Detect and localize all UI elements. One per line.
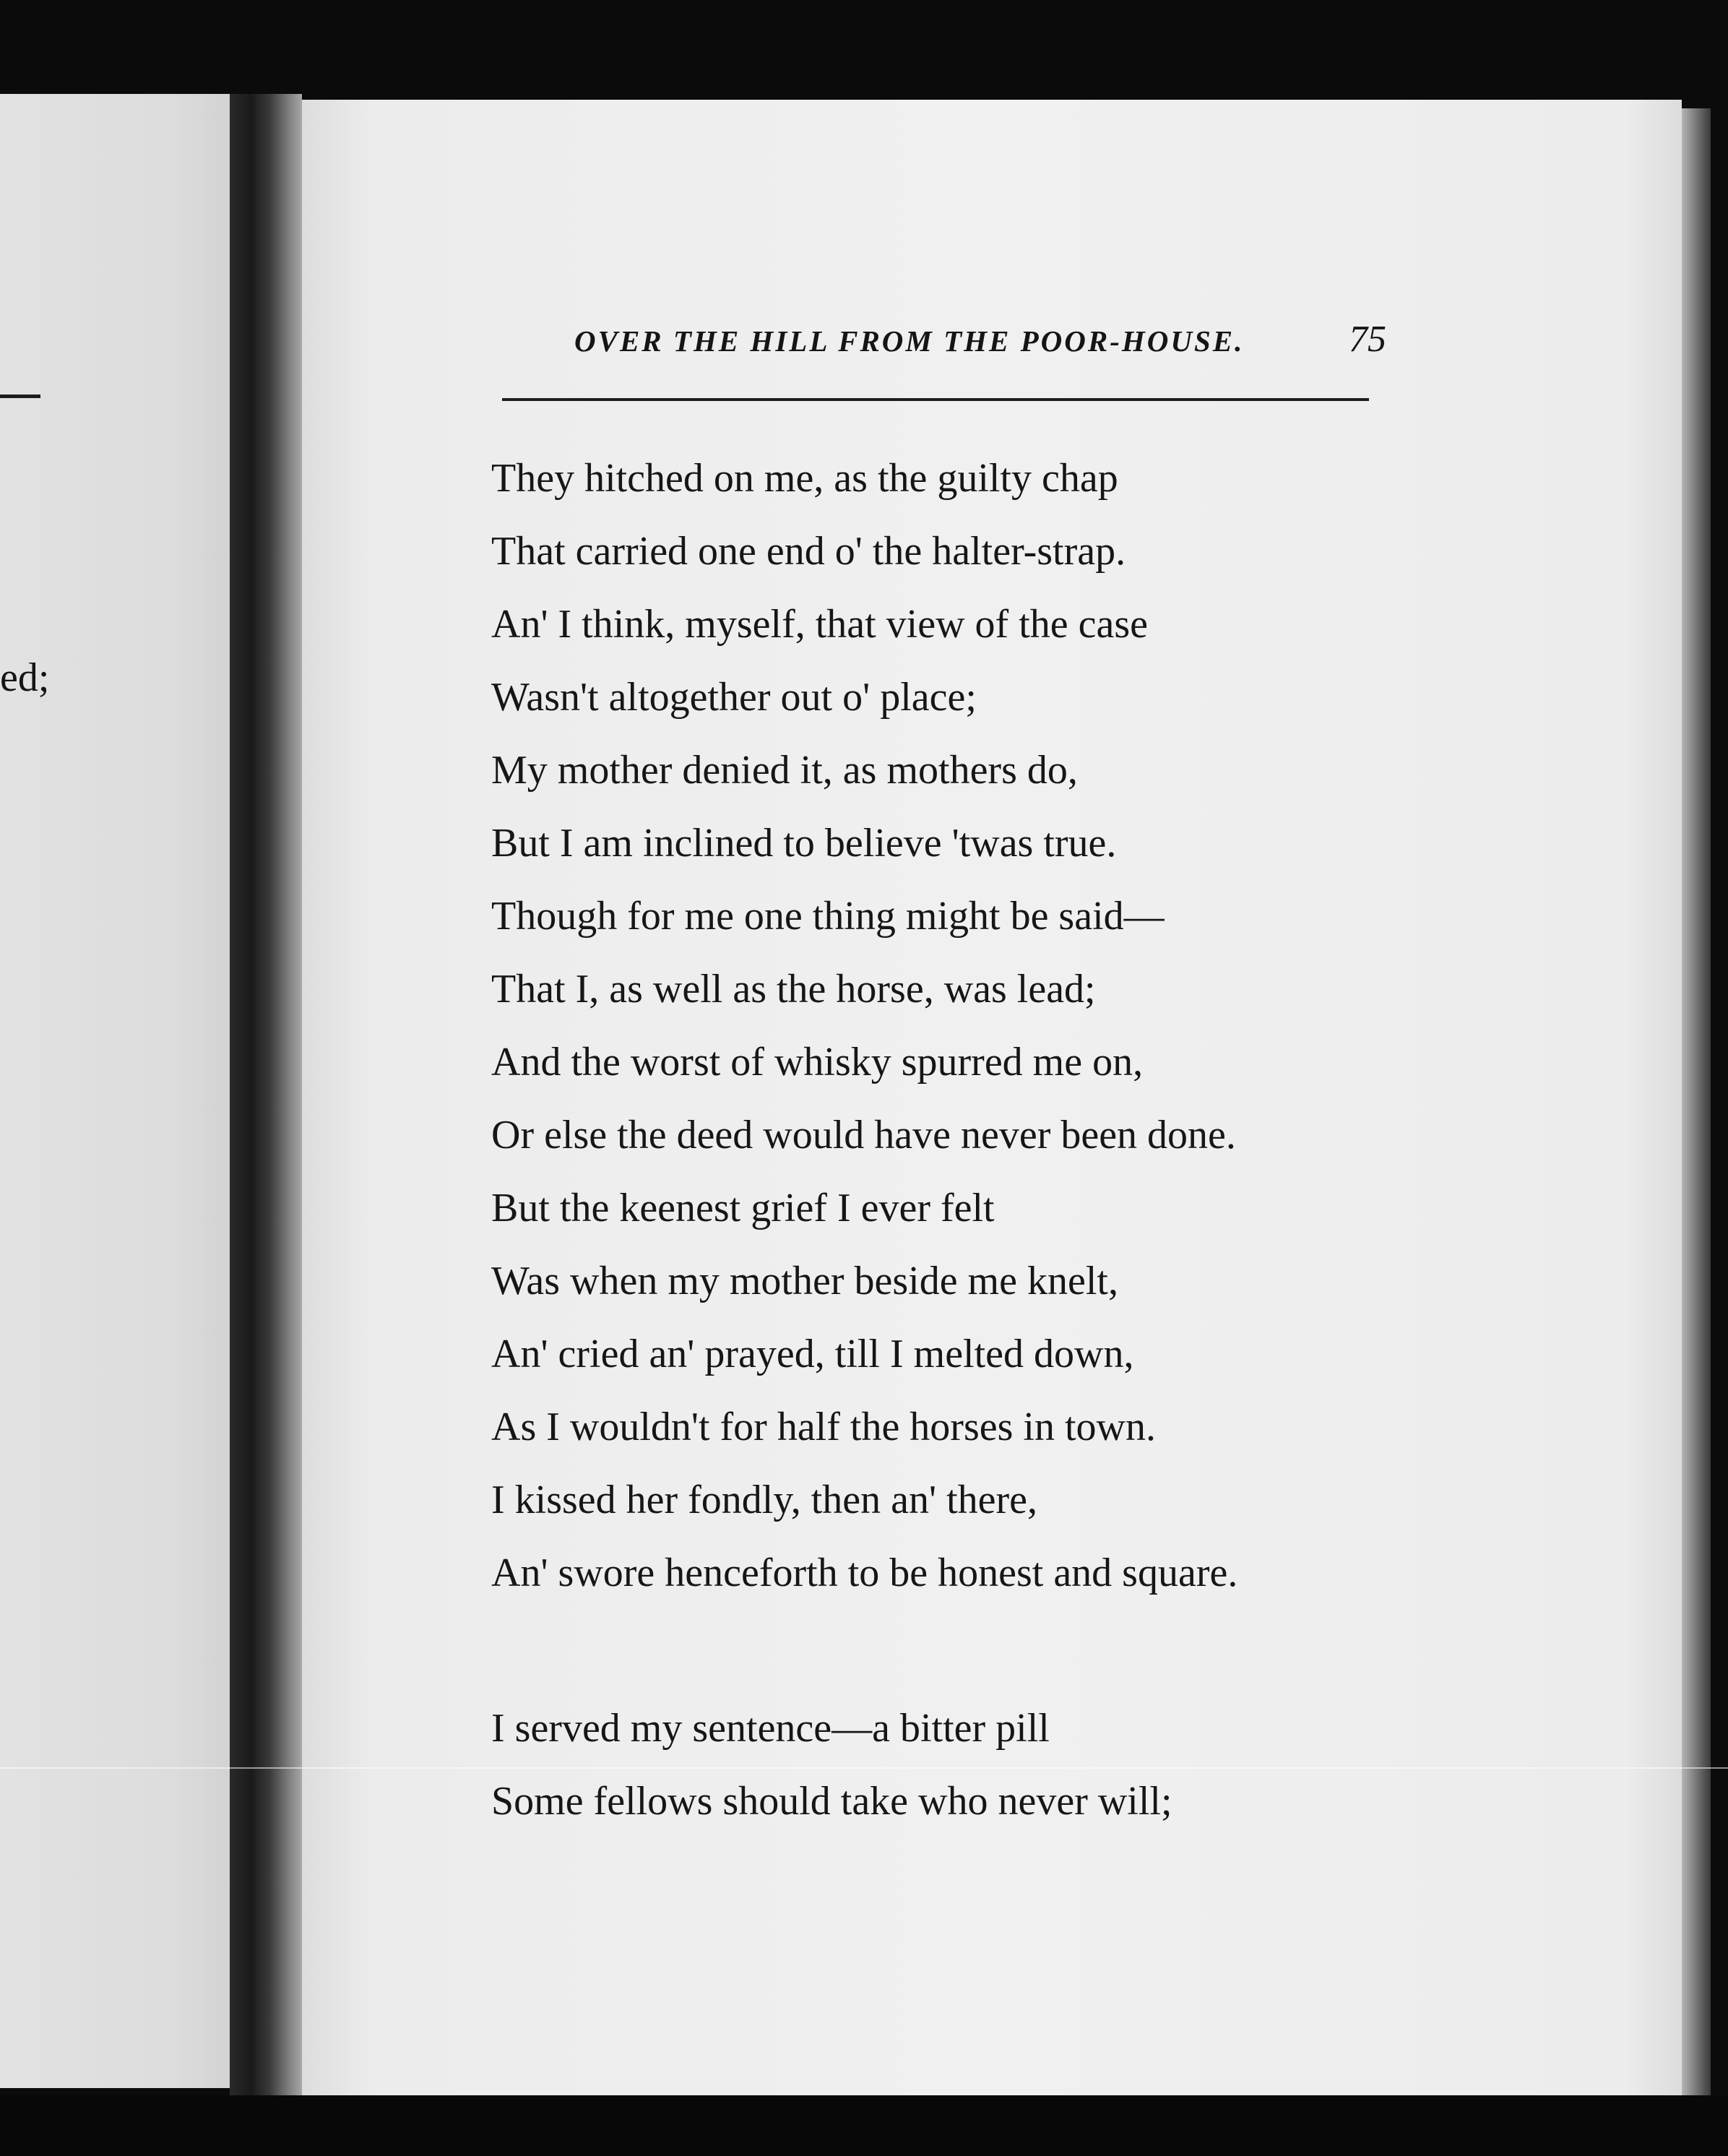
- poem-line: An' I think, myself, that view of the case: [491, 602, 1148, 647]
- poem-line: Some fellows should take who never will;: [491, 1779, 1172, 1824]
- right-page-edge: [1682, 108, 1711, 2110]
- poem-line: But the keenest grief I ever felt: [491, 1186, 995, 1230]
- poem-line: Or else the deed would have never been done.: [491, 1113, 1236, 1157]
- running-head-title: OVER THE HILL FROM THE POOR-HOUSE.: [574, 324, 1245, 358]
- header-rule: [502, 398, 1369, 401]
- poem-line: But I am inclined to believe 'twas true.: [491, 821, 1117, 866]
- book-gutter: [230, 94, 302, 2095]
- poem-line: That I, as well as the horse, was lead;: [491, 967, 1096, 1012]
- page-number: 75: [1349, 319, 1386, 360]
- poem-body: [491, 442, 1430, 1838]
- left-page-text-fragment: ed;: [0, 655, 50, 700]
- running-header: [574, 318, 1391, 368]
- left-page: [0, 94, 249, 2088]
- poem-line: They hitched on me, as the guilty chap: [491, 456, 1118, 501]
- poem-line: I served my sentence—a bitter pill: [491, 1706, 1050, 1751]
- poem-line: Though for me one thing might be said—: [491, 894, 1165, 939]
- scan-bottom-border: [0, 2095, 1728, 2156]
- stanza: [491, 442, 1430, 1610]
- poem-line: An' cried an' prayed, till I melted down,: [491, 1332, 1134, 1376]
- stanza-break: [491, 1610, 1430, 1692]
- poem-line: As I wouldn't for half the horses in town.: [491, 1405, 1156, 1449]
- poem-line: An' swore henceforth to be honest and square.: [491, 1551, 1238, 1595]
- scan-artifact-line: [0, 1767, 1728, 1769]
- poem-line: I kissed her fondly, then an' there,: [491, 1478, 1037, 1522]
- poem-line: That carried one end o' the halter-strap.: [491, 529, 1126, 574]
- poem-line: Was when my mother beside me knelt,: [491, 1259, 1118, 1303]
- poem-line: My mother denied it, as mothers do,: [491, 748, 1078, 793]
- poem-line: And the worst of whisky spurred me on,: [491, 1040, 1144, 1085]
- poem-line: Wasn't altogether out o' place;: [491, 675, 977, 720]
- stanza: [491, 1692, 1430, 1838]
- left-page-rule: [0, 394, 40, 398]
